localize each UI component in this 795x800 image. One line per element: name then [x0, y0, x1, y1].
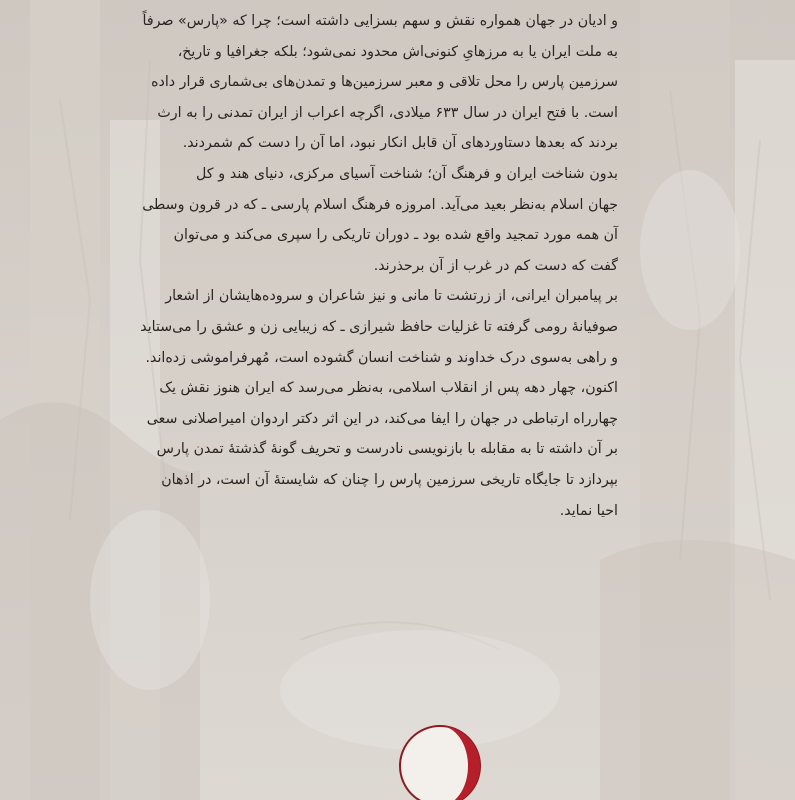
text-line: و راهی به‌سوی درک خداوند و شناخت انسان گشوده است، مُهرفراموشی زده‌اند. — [145, 349, 618, 366]
text-line: احیا نماید. — [559, 502, 618, 519]
text-line: چهارراه ارتباطی در جهان را ایفا می‌کند، در این اثر دکتر اردوان امیراصلانی سعی — [146, 410, 618, 427]
text-line: بر آن داشته تا به مقابله با بازنویسی نادرست و تحریف گونهٔ گذشتهٔ تمدن پارس — [156, 441, 618, 458]
text-line: بر پیامبران ایرانی، از زرتشت تا مانی و نیز شاعران و سروده‌هایشان از اشعار — [165, 288, 618, 305]
text-line: جهان اسلام به‌نظر بعید می‌آید. امروزه فرهنگ اسلام پارسی ـ که در قرون وسطی — [142, 196, 618, 213]
text-line: گفت که دست کم در غرب از آن برحذرند. — [373, 257, 618, 274]
text-line: صوفیانهٔ رومی گرفته تا غزلیات حافظ شیرازی ـ که زیبایی زن و عشق را می‌ستاید — [140, 318, 618, 335]
text-line: بدون شناخت ایران و فرهنگ آن؛ شناخت آسیای مرکزی، دنیای هند و کل — [196, 165, 618, 182]
paragraph-1 — [142, 6, 618, 281]
text-line: بپردازد تا جایگاه تاریخی سرزمین پارس را چنان که شایستهٔ آن است، در اذهان — [161, 471, 618, 488]
back-cover-text — [140, 6, 618, 526]
text-line: بردند که بعدها دستاوردهای آن قابل انکار نبود، اما آن را دست کم شمردند. — [182, 135, 618, 152]
paragraph-3 — [146, 373, 618, 526]
crescent-logo-icon — [398, 724, 482, 800]
text-line: است. با فتح ایران در سال ۶۳۳ میلادی، اگرچه اعراب از ایران تمدنی را به ارث — [157, 104, 618, 121]
text-line: اکنون، چهار دهه پس از انقلاب اسلامی، به‌نظر می‌رسد که ایران هنوز نقش یک — [159, 380, 618, 397]
paragraph-2 — [140, 281, 618, 373]
text-line: سرزمین پارس را محل تلاقی و معبر سرزمین‌ها و تمدن‌های بی‌شماری قرار داده — [151, 74, 618, 91]
text-line: به ملت ایران یا به مرزهایِ کنونی‌اش محدود نمی‌شود؛ بلکه جغرافیا و تاریخ، — [177, 43, 618, 60]
text-line: آن همه مورد تمجید واقع شده بود ـ دوران تاریکی را سپری می‌کند و می‌توان — [173, 227, 618, 244]
text-line: و ادیان در جهان همواره نقش و سهم بسزایی داشته است؛ چرا که «پارس» صرفاً — [142, 13, 618, 29]
